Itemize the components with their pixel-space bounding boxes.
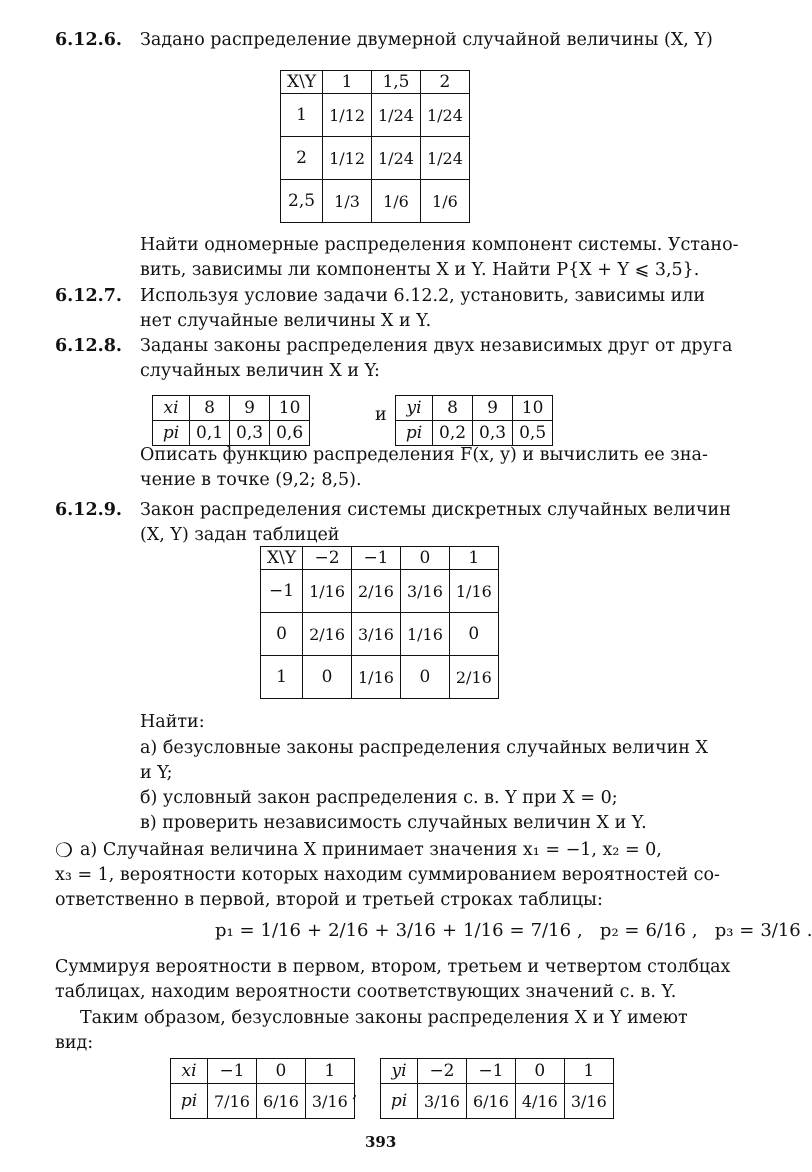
table-cell: 0 [303,656,352,699]
fraction-cell: 1/12 [323,94,372,137]
table-cell: 1 [564,1059,613,1084]
task-b: б) условный закон распределения с. в. Y при X = 0; [140,788,618,808]
fraction-cell: 1/12 [323,137,372,180]
table-cell: 2,5 [281,180,323,223]
table-cell: −2 [418,1059,467,1084]
fraction-cell: 2/16 [303,613,352,656]
table-cell: 1,5 [372,71,421,94]
table-row [281,137,470,180]
table-cell: 0 [400,547,449,570]
solution-text: а) Случайная величина X принимает значения x₁ = −1, x₂ = 0, [80,840,662,860]
table-cell: 1 [323,71,372,94]
solution-text: Суммируя вероятности в первом, втором, третьем и четвертом столбцах [55,957,731,977]
problem-text: Заданы законы распределения двух независимых друг от друга [140,336,733,356]
table-cell: xi [171,1059,208,1084]
table-cell: 0 [261,613,303,656]
table-cell: 2 [281,137,323,180]
fraction-cell: 1/16 [352,656,401,699]
table-row [153,421,310,446]
formula-term: , p₂ = [577,920,640,941]
problem-text: Задано распределение двумерной случайной величины (X, Y) [140,30,713,50]
fraction: 6/16 [645,920,686,941]
table-cell: 0,1 [190,421,230,446]
table-cell: 10 [270,396,310,421]
fraction: 7/16 [530,920,572,941]
fraction-cell: 1/24 [420,94,469,137]
table-cell: 1 [305,1059,354,1084]
y-distribution-table [395,395,553,446]
fraction: 3/16 [760,920,801,941]
table-row [281,71,470,94]
solution-start-icon: ❍ [55,838,73,862]
table-cell: −1 [352,547,401,570]
task-a: и Y; [140,763,173,783]
table-cell: 8 [190,396,230,421]
table-cell: yi [381,1059,418,1084]
table-cell: −1 [261,570,303,613]
fraction-cell: 3/16 [305,1084,354,1119]
table-row [381,1084,614,1119]
joint-distribution-table [280,70,470,223]
fraction-cell: 1/16 [400,613,449,656]
problem-number: 6.12.8. [55,336,122,356]
table-cell: 0,2 [433,421,473,446]
fraction-cell: 7/16 [208,1084,257,1119]
table-cell: 0 [400,656,449,699]
table-cell: 1 [449,547,498,570]
fraction-cell: 2/16 [352,570,401,613]
solution-text: x₃ = 1, вероятности которых находим суммированием вероятностей со- [55,865,720,885]
table-cell: yi [396,396,433,421]
problem-number: 6.12.7. [55,286,122,306]
table-row [396,396,553,421]
fraction-cell: 2/16 [449,656,498,699]
table-row [171,1084,355,1119]
problem-text: нет случайные величины X и Y. [140,311,432,331]
fraction-cell: 3/16 [352,613,401,656]
problem-text: Найти: [140,712,205,732]
fraction: 1/16 [260,920,301,941]
fraction-cell: 3/16 [400,570,449,613]
fraction-cell: 1/16 [303,570,352,613]
table-cell: pi [381,1084,418,1119]
formula-term: = [509,920,525,941]
table-cell: X\Y [281,71,323,94]
fraction-cell: 1/6 [420,180,469,223]
formula-term: p₁ = [215,920,255,941]
table-cell: 9 [230,396,270,421]
table-cell: 2 [420,71,469,94]
table-cell: pi [153,421,190,446]
solution-text: таблицах, находим вероятности соответствующих значений с. в. Y. [55,982,677,1002]
table-row [261,613,499,656]
table-row [261,656,499,699]
fraction-cell: 1/24 [420,137,469,180]
table-cell: 1 [261,656,303,699]
problem-text: (X, Y) задан таблицей [140,525,340,545]
solution-text: ответственно в первой, второй и третьей строках таблицы: [55,890,603,910]
probability-formula [215,920,812,941]
table-cell: 0 [515,1059,564,1084]
y-marginal-table [380,1058,614,1119]
table-cell: 0 [449,613,498,656]
table-cell: 8 [433,396,473,421]
table-cell: 0,3 [230,421,270,446]
table-cell: 0,3 [473,421,513,446]
fraction-cell: 1/6 [372,180,421,223]
problem-text: Закон распределения системы дискретных случайных величин [140,500,731,520]
table-cell: 0,5 [513,421,553,446]
formula-term: + [374,920,390,941]
table-cell: 1 [281,94,323,137]
table-row [396,421,553,446]
fraction-cell: 6/16 [256,1084,305,1119]
formula-term: + [306,920,323,941]
problem-text: Описать функцию распределения F(x, y) и вычислить ее зна- [140,445,708,465]
conjunction: и [375,405,387,425]
problem-text: чение в точке (9,2; 8,5). [140,470,362,490]
fraction-cell: 1/24 [372,137,421,180]
problem-text: Используя условие задачи 6.12.2, установить, зависимы или [140,286,706,306]
table-cell: 0 [256,1059,305,1084]
problem-text: вить, зависимы ли компоненты X и Y. Найти P{X + Y ⩽ 3,5}. [140,260,700,280]
fraction: 1/16 [463,920,504,941]
formula-term: , p₃ = [691,920,755,941]
x-marginal-table [170,1058,355,1119]
problem-number: 6.12.9. [55,500,122,520]
table-row [153,396,310,421]
fraction-cell: 3/16 [564,1084,613,1119]
table-cell: −1 [466,1059,515,1084]
table-cell: pi [396,421,433,446]
separator-comma: , [352,1082,358,1102]
joint-distribution-table [260,546,499,699]
table-cell: 10 [513,396,553,421]
table-row [171,1059,355,1084]
fraction-cell: 4/16 [515,1084,564,1119]
problem-text: Найти одномерные распределения компонент системы. Устано- [140,235,739,255]
table-cell: −2 [303,547,352,570]
formula-term: + [442,920,458,941]
table-cell: xi [153,396,190,421]
table-cell: −1 [208,1059,257,1084]
solution-text: Таким образом, безусловные законы распределения X и Y имеют [80,1008,688,1028]
task-a: а) безусловные законы распределения случайных величин X [140,738,708,758]
fraction-cell: 1/24 [372,94,421,137]
table-row [281,94,470,137]
table-cell: pi [171,1084,208,1119]
x-distribution-table [152,395,310,446]
fraction-cell: 1/3 [323,180,372,223]
table-row [381,1059,614,1084]
page-number: 393 [365,1133,397,1151]
table-cell: 0,6 [270,421,310,446]
fraction-cell: 6/16 [466,1084,515,1119]
task-c: в) проверить независимость случайных величин X и Y. [140,813,647,833]
fraction-cell: 1/16 [449,570,498,613]
formula-term: . [806,920,812,941]
problem-text: случайных величин X и Y: [140,361,380,381]
table-row [261,547,499,570]
problem-number: 6.12.6. [55,30,122,50]
table-cell: X\Y [261,547,303,570]
table-row [261,570,499,613]
fraction: 3/16 [395,920,436,941]
fraction-cell: 3/16 [418,1084,467,1119]
table-cell: 9 [473,396,513,421]
solution-text: вид: [55,1033,94,1053]
fraction: 2/16 [328,920,369,941]
table-row [281,180,470,223]
